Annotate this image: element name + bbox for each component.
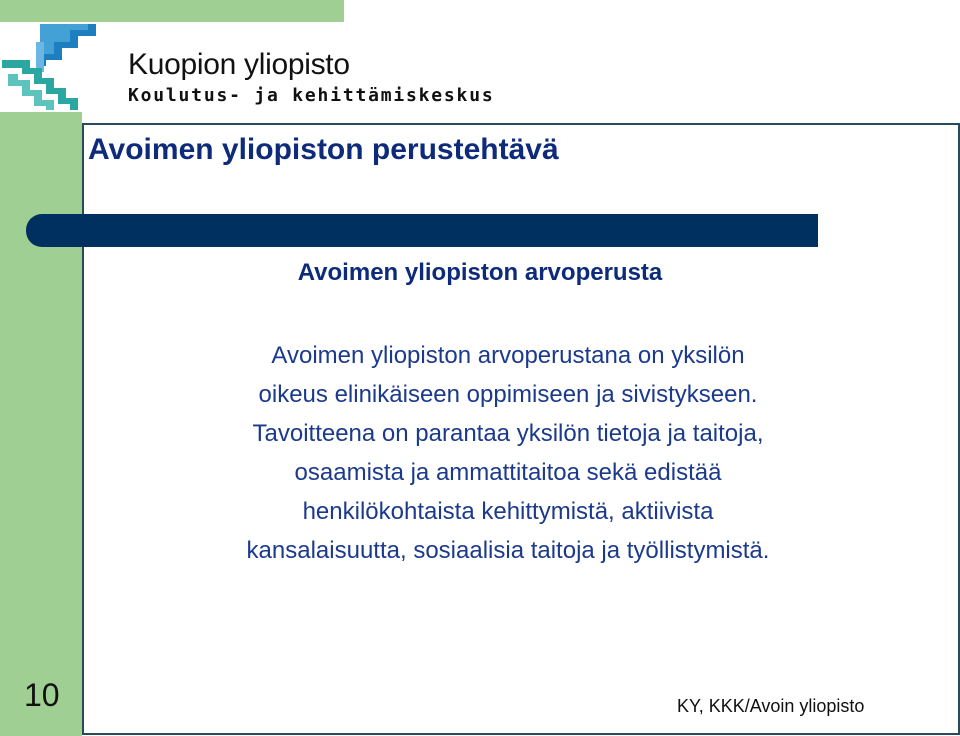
footer-credit: KY, KKK/Avoin yliopisto	[677, 696, 865, 716]
page-number: 10	[24, 677, 60, 713]
body-line: henkilökohtaista kehittymistä, aktiivista	[302, 498, 714, 525]
body-line: osaamista ja ammattitaitoa sekä edistää	[294, 459, 722, 486]
logo-title: Kuopion yliopisto	[128, 48, 350, 81]
body-line: Tavoitteena on parantaa yksilön tietoja ja taitoja,	[252, 420, 764, 447]
logo-subtitle: Koulutus- ja kehittämiskeskus	[128, 85, 495, 106]
body-line: oikeus elinikäiseen oppimiseen ja sivistykseen.	[258, 381, 758, 408]
body-line: Avoimen yliopiston arvoperustana on yksilön	[271, 342, 745, 369]
body-paragraph	[120, 336, 896, 570]
left-decor-band	[0, 112, 82, 736]
university-stairs-logo-icon	[0, 0, 120, 116]
page-title: Avoimen yliopiston perustehtävä	[88, 133, 559, 166]
section-subheading: Avoimen yliopiston arvoperusta	[297, 259, 663, 286]
title-underline-bar	[26, 214, 818, 247]
body-line: kansalaisuutta, sosiaalisia taitoja ja työllistymistä.	[246, 537, 770, 564]
